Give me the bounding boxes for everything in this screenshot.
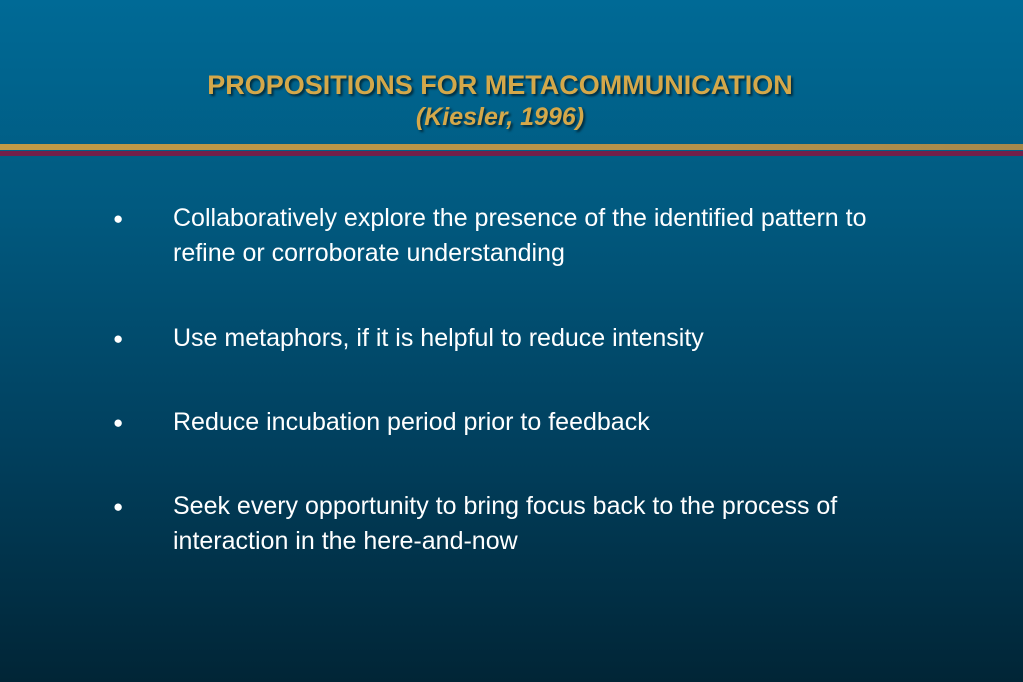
bullet-text: Reduce incubation period prior to feedback bbox=[173, 408, 650, 436]
bullet-icon: ● bbox=[113, 413, 124, 432]
bullet-text: Collaboratively explore the presence of the identified pattern to refine or corroborate understanding bbox=[173, 204, 867, 267]
bullet-text: Use metaphors, if it is helpful to reduce intensity bbox=[173, 324, 704, 352]
title-main: PROPOSITIONS FOR METACOMMUNICATION bbox=[207, 70, 793, 100]
bullet-text: Seek every opportunity to bring focus back to the process of interaction in the here-and-now bbox=[173, 492, 838, 555]
bullet-icon: ● bbox=[113, 497, 124, 516]
bullet-icon: ● bbox=[113, 329, 124, 348]
title-citation: (Kiesler, 1996) bbox=[415, 103, 585, 131]
bullet-icon: ● bbox=[113, 209, 124, 228]
